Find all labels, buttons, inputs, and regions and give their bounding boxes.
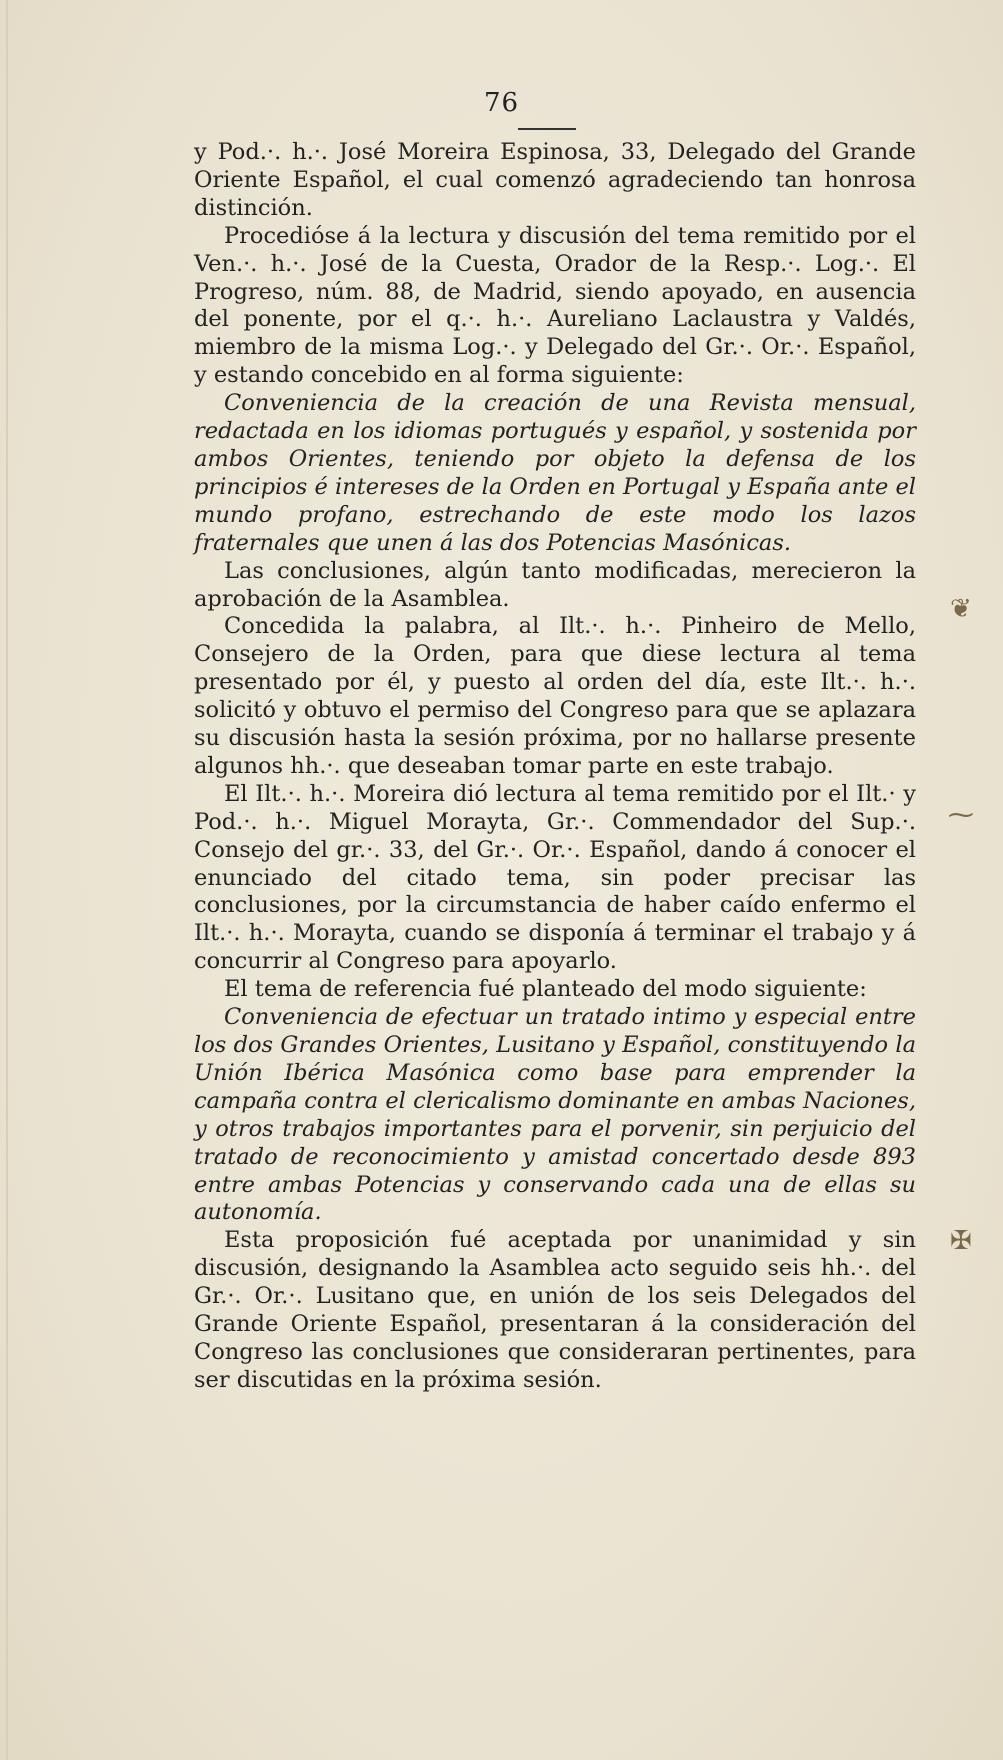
quoted-proposal: Conveniencia de la creación de una Revista mensual, redactada en los idiomas portugués y español, y sostenida por ambos Orientes, teniendo por objeto la defensa de los principios é intereses de la Orden en Portugal y España ante el mundo profano, estrechando de este modo los lazos fraternales que unen á las dos Potencias Masónicas. (194, 390, 916, 556)
margin-ornament-icon: ⁓ (948, 800, 974, 830)
paragraph: Las conclusiones, algún tanto modificadas, merecieron la aprobación de la Asamblea. (194, 557, 916, 612)
header-rule (518, 128, 576, 130)
margin-ornament-icon: ❦ (950, 594, 972, 624)
paragraph: Procedióse á la lectura y discusión del tema remitido por el Ven.·. h.·. José de la Cuesta, Orador de la Resp.·. Log.·. El Progreso, núm. 88, de Madrid, siendo apoyado, en ausencia del ponente, por el q.·. h.·. Aureliano Laclaustra y Valdés, miembro de la misma Log.·. y Delegado del Gr.·. Or.·. Español, y estando concebido en al forma siguiente: (194, 222, 916, 389)
quoted-proposal: Conveniencia de efectuar un tratado intimo y especial entre los dos Grandes Orientes, Lusitano y Español, constituyendo la Unión Ibérica Masónica como base para emprender la campaña contra el clericalismo dominante en ambas Naciones, y otros trabajos importantes para el porvenir, sin perjuicio del tratado de reconocimiento y amistad concertado desde 893 entre ambas Potencias y conservando cada una de ellas su autonomía. (194, 1004, 916, 1226)
body-text (194, 139, 916, 1395)
paragraph: El Ilt.·. h.·. Moreira dió lectura al tema remitido por el Ilt.· y Pod.·. h.·. Miguel Morayta, Gr.·. Commendador del Sup.·. Consejo del gr.·. 33, del Gr.·. Or.·. Español, dando á conocer el enunciado del citado tema, sin poder precisar las conclusiones, por la circumstancia de haber caído enfermo el Ilt.·. h.·. Morayta, cuando se disponía á terminar el trabajo y á concurrir al Congreso para apoyarlo. (194, 780, 916, 975)
margin-ornament-icon: ✠ (950, 1226, 972, 1256)
paragraph: y Pod.·. h.·. José Moreira Espinosa, 33, Delegado del Grande Oriente Español, el cual comenzó agradeciendo tan honrosa distinción. (194, 139, 916, 221)
page-number: 76 (483, 88, 520, 118)
paragraph: Esta proposición fué aceptada por unanimidad y sin discusión, designando la Asamblea acto seguido seis hh.·. del Gr.·. Or.·. Lusitano que, en unión de los seis Delegados del Grande Oriente Español, presentaran á la consideración del Congreso las conclusiones que consideraran pertinentes, para ser discutidas en la próxima sesión. (194, 1227, 916, 1393)
paragraph: Concedida la palabra, al Ilt.·. h.·. Pinheiro de Mello, Consejero de la Orden, para que diese lectura al tema presentado por él, y puesto al orden del día, este Ilt.·. h.·. solicitó y obtuvo el permiso del Congreso para que se aplazara su discusión hasta la sesión próxima, por no hallarse presente algunos hh.·. que deseaban tomar parte en este trabajo. (194, 613, 916, 779)
page-edge (6, 0, 8, 1760)
paragraph: El tema de referencia fué planteado del modo siguiente: (224, 976, 867, 1003)
